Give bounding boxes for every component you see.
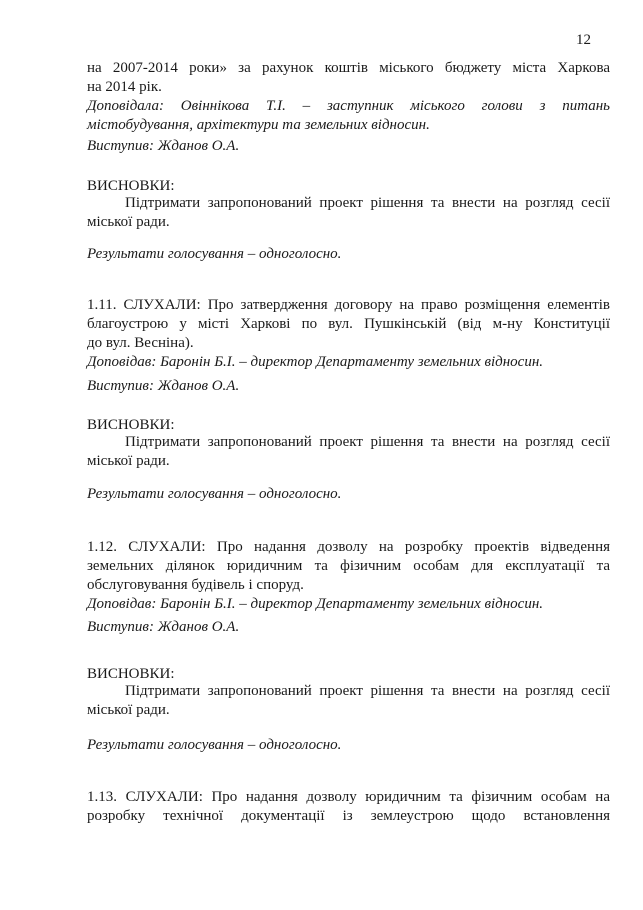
text-line: 1.11. СЛУХАЛИ: Про затвердження договору на право розміщення елементів: [87, 297, 610, 313]
speaker-line: Доповідав: Баронін Б.І. – директор Департаменту земельних відносин.: [87, 354, 544, 370]
text-line: благоустрою у місті Харкові по вул. Пушкінській (від м-ну Конституції: [87, 316, 610, 332]
text-line: 1.12. СЛУХАЛИ: Про надання дозволу на розробку проектів відведення: [87, 539, 610, 555]
item-1-13: [87, 788, 610, 826]
vote-result: Результати голосування – одноголосно.: [87, 737, 342, 753]
item-1-11: [87, 296, 610, 372]
conclusion-text: Підтримати запропонований проект рішення та внести на розгляд сесії міської ради.: [87, 683, 610, 718]
conclusion-text: Підтримати запропонований проект рішення та внести на розгляд сесії міської ради.: [87, 434, 610, 469]
text-line: 1.13. СЛУХАЛИ: Про надання дозволу юридичним та фізичним особам на: [87, 789, 610, 805]
vote-result: Результати голосування – одноголосно.: [87, 486, 342, 502]
speaker-line: містобудування, архітектури та земельних відносин.: [87, 117, 430, 133]
conclusions-heading: ВИСНОВКИ:: [87, 666, 175, 682]
text-line: земельних ділянок юридичним та фізичним особам для експлуатації та: [87, 558, 610, 574]
speech-line: Виступив: Жданов О.А.: [87, 138, 240, 154]
conclusions-heading: ВИСНОВКИ:: [87, 417, 175, 433]
intro-paragraph: [87, 59, 610, 135]
vote-result: Результати голосування – одноголосно.: [87, 246, 342, 262]
text-line: обслуговування будівель і споруд.: [87, 577, 304, 593]
conclusion-text: Підтримати запропонований проект рішення та внести на розгляд сесії міської ради.: [87, 195, 610, 230]
speech-line: Виступив: Жданов О.А.: [87, 619, 240, 635]
speaker-line: Доповідав: Баронін Б.І. – директор Департаменту земельних відносин.: [87, 596, 544, 612]
page-number: 12: [576, 32, 591, 48]
conclusions-heading: ВИСНОВКИ:: [87, 178, 175, 194]
text-line: на 2007-2014 роки» за рахунок коштів міського бюджету міста Харкова: [87, 60, 610, 76]
text-line: на 2014 рік.: [87, 79, 162, 95]
text-line: до вул. Весніна).: [87, 335, 194, 351]
text-line: розробку технічної документації із землеустрою щодо встановлення: [87, 808, 610, 824]
speech-line: Виступив: Жданов О.А.: [87, 378, 240, 394]
speaker-line: Доповідала: Овіннікова Т.І. – заступник міського голови з питань: [87, 98, 610, 114]
item-1-12: [87, 538, 610, 614]
